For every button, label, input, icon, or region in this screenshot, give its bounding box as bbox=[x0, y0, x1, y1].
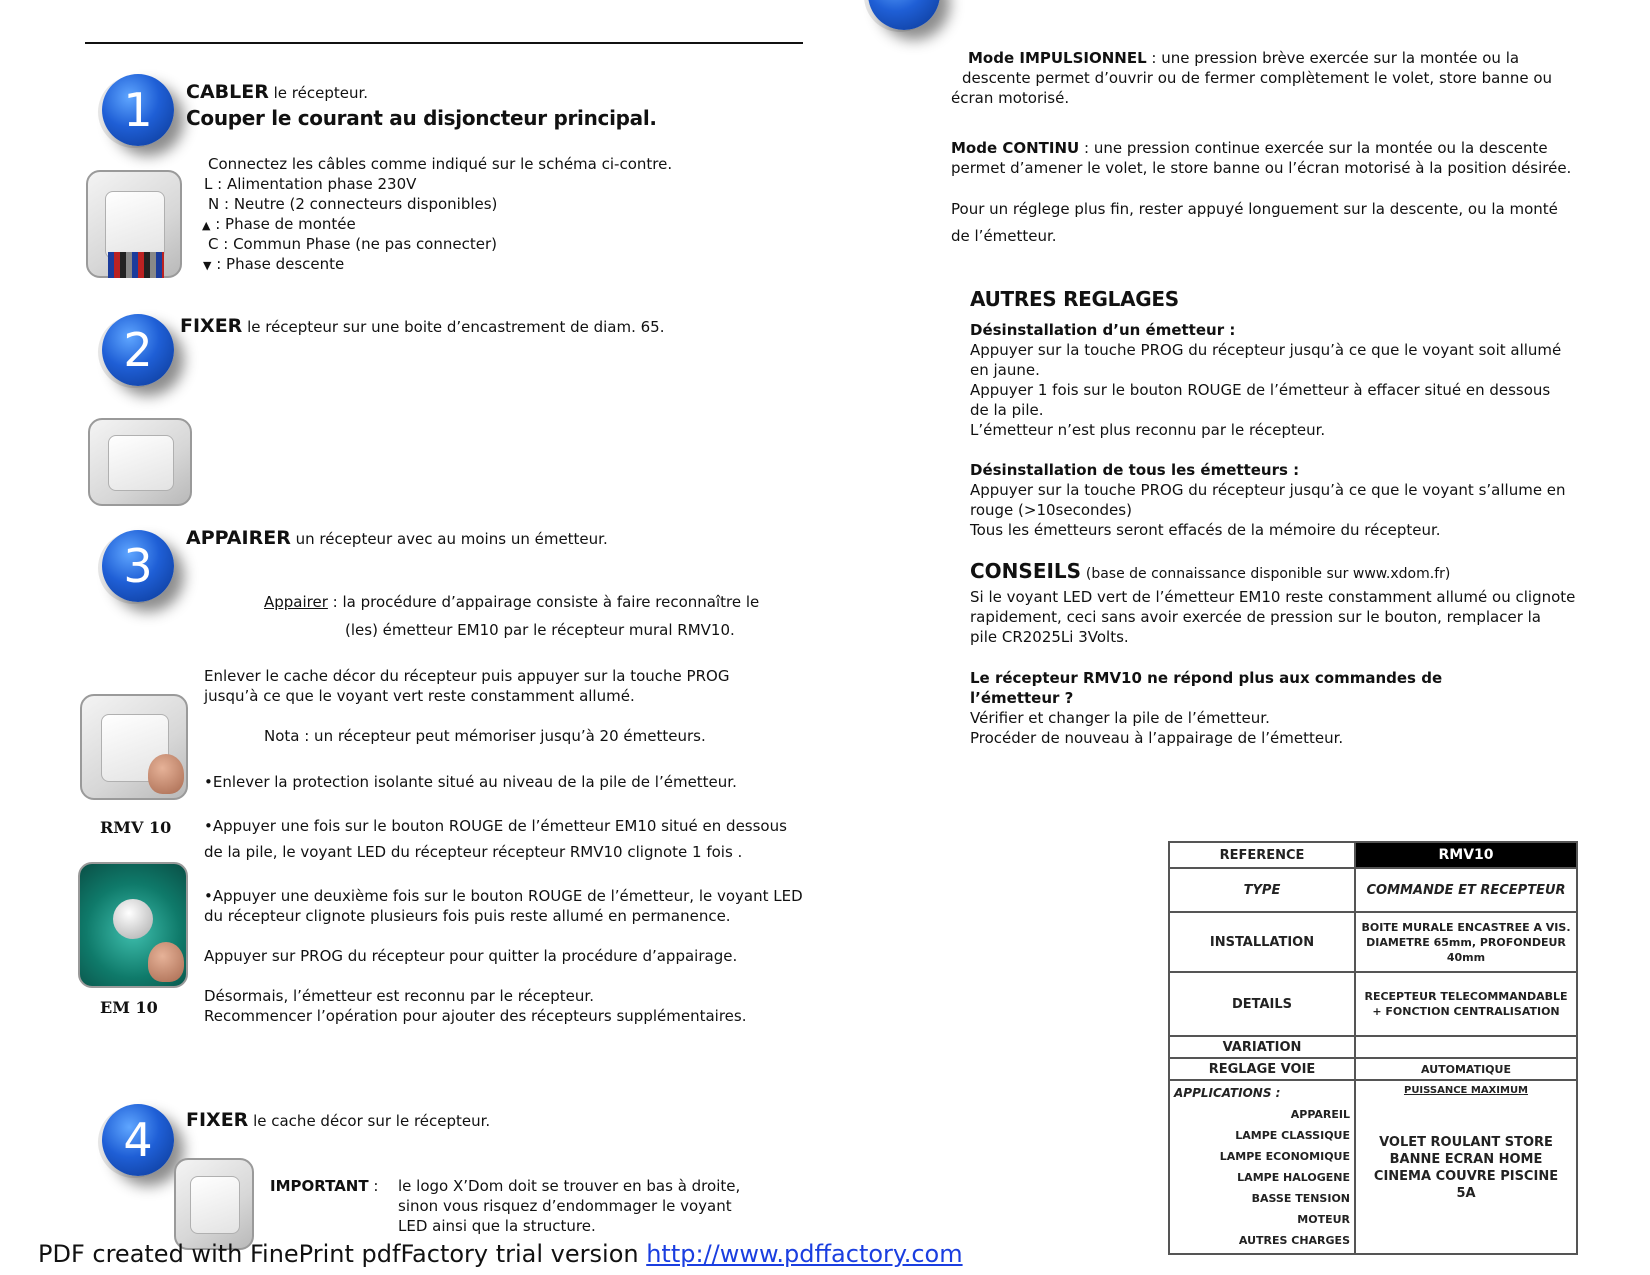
spec-variation-value bbox=[1355, 1036, 1577, 1058]
step-4-badge: 4 bbox=[102, 1104, 174, 1176]
step-3-bullet-2b: de la pile, le voyant LED du récepteur récepteur RMV10 clignote 1 fois . bbox=[204, 843, 743, 861]
spec-app-item: LAMPE HALOGENE bbox=[1237, 1171, 1350, 1184]
important-line-2: sinon vous risquez d’endommager le voyant bbox=[398, 1197, 732, 1215]
spec-install-value: BOITE MURALE ENCASTREE A VIS. DIAMETRE 65mm, PROFONDEUR 40mm bbox=[1355, 912, 1577, 972]
desinstall-one-1: Appuyer sur la touche PROG du récepteur jusqu’à ce que le voyant soit allumé bbox=[970, 341, 1562, 359]
spec-puissance bbox=[1355, 1080, 1577, 1254]
wiring-intro: Connectez les câbles comme indiqué sur le schéma ci-contre. bbox=[208, 155, 673, 173]
step-3-bullet-3a: •Appuyer une deuxième fois sur le bouton ROUGE de l’émetteur, le voyant LED bbox=[204, 887, 803, 905]
mode-impulsionnel-3: écran motorisé. bbox=[951, 89, 1070, 107]
spec-table bbox=[1168, 841, 1578, 1255]
rmv10-label: RMV 10 bbox=[100, 818, 172, 837]
spec-type-label: TYPE bbox=[1169, 868, 1355, 912]
step-3-para-3a: Désormais, l’émetteur est reconnu par le récepteur. bbox=[204, 987, 594, 1005]
desinstall-one-5: L’émetteur n’est plus reconnu par le récepteur. bbox=[970, 421, 1326, 439]
spec-app-item: MOTEUR bbox=[1297, 1213, 1350, 1226]
triangle-down-icon: ▼ bbox=[203, 259, 212, 272]
desinstall-one-title: Désinstallation d’un émetteur : bbox=[970, 321, 1236, 339]
spec-type-value: COMMANDE ET RECEPTEUR bbox=[1355, 868, 1577, 912]
desinstall-all-title: Désinstallation de tous les émetteurs : bbox=[970, 461, 1300, 479]
fine-tune-1: Pour un réglege plus fin, rester appuyé longuement sur la descente, ou la monté bbox=[951, 200, 1558, 218]
spec-puissance-label: PUISSANCE MAXIMUM bbox=[1403, 1085, 1529, 1096]
step-3-bullet-2a: •Appuyer une fois sur le bouton ROUGE de l’émetteur EM10 situé en dessous bbox=[204, 817, 787, 835]
em10-label: EM 10 bbox=[100, 998, 158, 1017]
spec-install-label: INSTALLATION bbox=[1169, 912, 1355, 972]
wiring-line-n: N : Neutre (2 connecteurs disponibles) bbox=[208, 195, 498, 213]
spec-details-label: DETAILS bbox=[1169, 972, 1355, 1036]
conseils-heading: CONSEILS (base de connaissance disponible sur www.xdom.fr) bbox=[970, 559, 1451, 583]
conseils-1: Si le voyant LED vert de l’émetteur EM10 reste constamment allumé ou clignote bbox=[970, 588, 1576, 606]
spec-moteur-value: VOLET ROULANT STORE BANNE ECRAN HOME CINEMA COUVRE PISCINE 5A bbox=[1373, 1135, 1559, 1201]
step-2-badge: 2 bbox=[102, 314, 174, 386]
desinstall-one-3: Appuyer 1 fois sur le bouton ROUGE de l’émetteur à effacer situé en dessous bbox=[970, 381, 1551, 399]
autres-reglages-title: AUTRES REGLAGES bbox=[970, 287, 1179, 311]
spec-app-item: APPAREIL bbox=[1290, 1108, 1350, 1121]
appairer-definition-2: (les) émetteur EM10 par le récepteur mural RMV10. bbox=[345, 621, 735, 639]
wiring-line-c: C : Commun Phase (ne pas connecter) bbox=[208, 235, 497, 253]
step-4-heading: FIXER le cache décor sur le récepteur. bbox=[186, 1109, 491, 1131]
spec-voie-value: AUTOMATIQUE bbox=[1355, 1058, 1577, 1080]
conseils-3: pile CR2025Li 3Volts. bbox=[970, 628, 1129, 646]
wiring-line-l: L : Alimentation phase 230V bbox=[204, 175, 417, 193]
step-badge-partial bbox=[868, 0, 940, 30]
step-1-badge: 1 bbox=[102, 74, 174, 146]
triangle-up-icon: ▲ bbox=[202, 219, 211, 232]
mode-continu: Mode CONTINU : une pression continue exercée sur la montée ou la descente bbox=[951, 139, 1548, 157]
desinstall-one-4: de la pile. bbox=[970, 401, 1044, 419]
wiring-line-down: ▼ : Phase descente bbox=[203, 255, 345, 273]
step-3-badge: 3 bbox=[102, 530, 174, 602]
troubleshoot-1: Vérifier et changer la pile de l’émetteur. bbox=[970, 709, 1270, 727]
step-3-bullet-3b: du récepteur clignote plusieurs fois puis reste allumé en permanence. bbox=[204, 907, 731, 925]
receiver-mount-photo bbox=[88, 418, 192, 506]
top-rule bbox=[85, 42, 803, 44]
conseils-2: rapidement, ceci sans avoir exercée de pression sur le bouton, remplacer la bbox=[970, 608, 1541, 626]
troubleshoot-title-2: l’émetteur ? bbox=[970, 689, 1074, 707]
spec-ref-value: RMV10 bbox=[1355, 842, 1577, 868]
step-3-nota: Nota : un récepteur peut mémoriser jusqu’à 20 émetteurs. bbox=[264, 727, 706, 745]
receiver-wiring-photo bbox=[86, 170, 182, 278]
spec-applications bbox=[1169, 1080, 1355, 1254]
spec-applications-label: APPLICATIONS : bbox=[1174, 1086, 1281, 1100]
desinstall-all-2: rouge (>10secondes) bbox=[970, 501, 1132, 519]
step-2-heading: FIXER le récepteur sur une boite d’encastrement de diam. 65. bbox=[180, 315, 665, 337]
important-line-3: LED ainsi que la structure. bbox=[398, 1217, 596, 1235]
mode-impulsionnel: Mode IMPULSIONNEL : une pression brève exercée sur la montée ou la bbox=[968, 49, 1520, 67]
important-line-1: le logo X’Dom doit se trouver en bas à droite, bbox=[398, 1177, 741, 1195]
step-1-heading: CABLER le récepteur. bbox=[186, 81, 369, 103]
pdffactory-link[interactable]: http://www.pdffactory.com bbox=[646, 1240, 963, 1268]
appairer-definition: Appairer : la procédure d’appairage consiste à faire reconnaître le bbox=[264, 593, 760, 611]
spec-ref-label: REFERENCE bbox=[1169, 842, 1355, 868]
desinstall-one-2: en jaune. bbox=[970, 361, 1040, 379]
troubleshoot-2: Procéder de nouveau à l’appairage de l’émetteur. bbox=[970, 729, 1344, 747]
desinstall-all-1: Appuyer sur la touche PROG du récepteur jusqu’à ce que le voyant s’allume en bbox=[970, 481, 1566, 499]
step-3-bullet-1: •Enlever la protection isolante situé au niveau de la pile de l’émetteur. bbox=[204, 773, 737, 791]
step-3-heading: APPAIRER un récepteur avec au moins un émetteur. bbox=[186, 527, 608, 549]
spec-variation-label: VARIATION bbox=[1169, 1036, 1355, 1058]
mode-impulsionnel-2: descente permet d’ouvrir ou de fermer complètement le volet, store banne ou bbox=[962, 69, 1553, 87]
step-3-para-1a: Enlever le cache décor du récepteur puis appuyer sur la touche PROG bbox=[204, 667, 730, 685]
spec-app-item: LAMPE ECONOMIQUE bbox=[1219, 1150, 1350, 1163]
spec-app-item: AUTRES CHARGES bbox=[1238, 1234, 1350, 1247]
fine-tune-2: de l’émetteur. bbox=[951, 227, 1057, 245]
spec-app-item: BASSE TENSION bbox=[1251, 1192, 1350, 1205]
wiring-line-up: ▲ : Phase de montée bbox=[202, 215, 356, 233]
emitter-photo bbox=[78, 862, 188, 988]
step-3-para-2: Appuyer sur PROG du récepteur pour quitter la procédure d’appairage. bbox=[204, 947, 738, 965]
spec-app-item: LAMPE CLASSIQUE bbox=[1235, 1129, 1350, 1142]
mode-continu-2: permet d’amener le volet, le store banne ou l’écran motorisé à la position désirée. bbox=[951, 159, 1572, 177]
cover-photo bbox=[174, 1158, 254, 1250]
desinstall-all-3: Tous les émetteurs seront effacés de la mémoire du récepteur. bbox=[970, 521, 1441, 539]
important-label: IMPORTANT : bbox=[270, 1177, 379, 1195]
step-1-subheading: Couper le courant au disjoncteur principal. bbox=[186, 106, 657, 130]
spec-voie-label: REGLAGE VOIE bbox=[1169, 1058, 1355, 1080]
step-3-para-1b: jusqu’à ce que le voyant vert reste constamment allumé. bbox=[204, 687, 635, 705]
troubleshoot-title-1: Le récepteur RMV10 ne répond plus aux commandes de bbox=[970, 669, 1443, 687]
step-3-para-3b: Recommencer l’opération pour ajouter des récepteurs supplémentaires. bbox=[204, 1007, 747, 1025]
pdf-footer: PDF created with FinePrint pdfFactory trial version http://www.pdffactory.com bbox=[38, 1240, 963, 1268]
spec-details-value: RECEPTEUR TELECOMMANDABLE + FONCTION CENTRALISATION bbox=[1355, 972, 1577, 1036]
receiver-prog-photo bbox=[80, 694, 188, 800]
